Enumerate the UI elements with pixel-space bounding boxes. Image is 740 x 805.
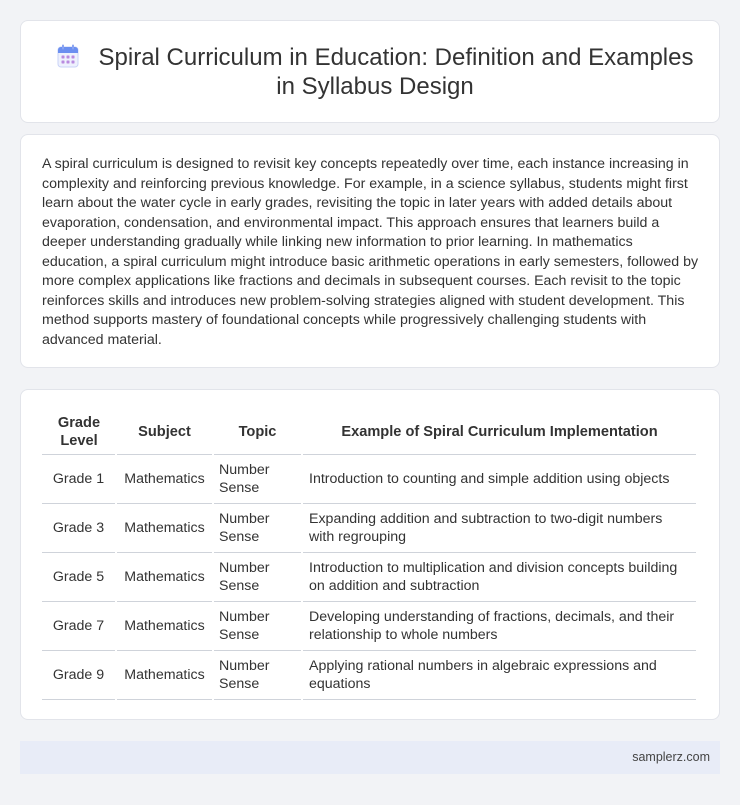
page-title-block	[51, 43, 699, 101]
intro-card	[20, 134, 720, 368]
page-title: Spiral Curriculum in Education: Definition and Examples in Syllabus Design	[98, 44, 694, 100]
cell-grade-level: Grade 9	[42, 650, 116, 699]
table-row	[42, 552, 697, 601]
header-subject: Subject	[116, 410, 213, 454]
header-topic: Topic	[213, 410, 302, 454]
cell-subject: Mathematics	[116, 552, 213, 601]
cell-example: Applying rational numbers in algebraic expressions and equations	[302, 650, 697, 699]
table-row	[42, 650, 697, 699]
footer-site-link[interactable]: samplerz.com	[632, 750, 710, 764]
curriculum-table	[42, 410, 698, 700]
cell-example: Introduction to counting and simple addition using objects	[302, 454, 697, 503]
cell-example: Developing understanding of fractions, decimals, and their relationship to whole numbers	[302, 601, 697, 650]
cell-grade-level: Grade 7	[42, 601, 116, 650]
cell-topic: Number Sense	[213, 601, 302, 650]
cell-example: Introduction to multiplication and division concepts building on addition and subtraction	[302, 552, 697, 601]
cell-grade-level: Grade 1	[42, 454, 116, 503]
cell-grade-level: Grade 3	[42, 503, 116, 552]
table-header-row	[42, 410, 697, 454]
cell-topic: Number Sense	[213, 552, 302, 601]
calendar-icon	[57, 44, 79, 68]
table-card	[20, 389, 720, 720]
cell-topic: Number Sense	[213, 454, 302, 503]
header-grade-level: Grade Level	[42, 410, 116, 454]
cell-grade-level: Grade 5	[42, 552, 116, 601]
table-row	[42, 503, 697, 552]
intro-paragraph: A spiral curriculum is designed to revisit key concepts repeatedly over time, each instance increasing in complexity and reinforcing previous knowledge. For example, in a science syllabus, students might first learn about the water cycle in early grades, revisiting the topic in later years with added details about evaporation, condensation, and environmental impact. This approach ensures that learners build a deeper understanding gradually while linking new information to prior learning. In mathematics education, a spiral curriculum might introduce basic arithmetic operations in early semesters, followed by more complex applications like fractions and decimals in subsequent courses. Each revisit to the topic reinforces skills and introduces new problem-solving strategies aligned with student development. This method supports mastery of foundational concepts while progressively challenging students with advanced material.	[42, 156, 699, 348]
cell-subject: Mathematics	[116, 650, 213, 699]
cell-subject: Mathematics	[116, 601, 213, 650]
cell-topic: Number Sense	[213, 650, 302, 699]
table-row	[42, 601, 697, 650]
table-row	[42, 454, 697, 503]
cell-subject: Mathematics	[116, 503, 213, 552]
footer-bar	[20, 741, 720, 774]
cell-subject: Mathematics	[116, 454, 213, 503]
cell-topic: Number Sense	[213, 503, 302, 552]
header-example: Example of Spiral Curriculum Implementation	[302, 410, 697, 454]
cell-example: Expanding addition and subtraction to two-digit numbers with regrouping	[302, 503, 697, 552]
header-card	[20, 20, 720, 123]
